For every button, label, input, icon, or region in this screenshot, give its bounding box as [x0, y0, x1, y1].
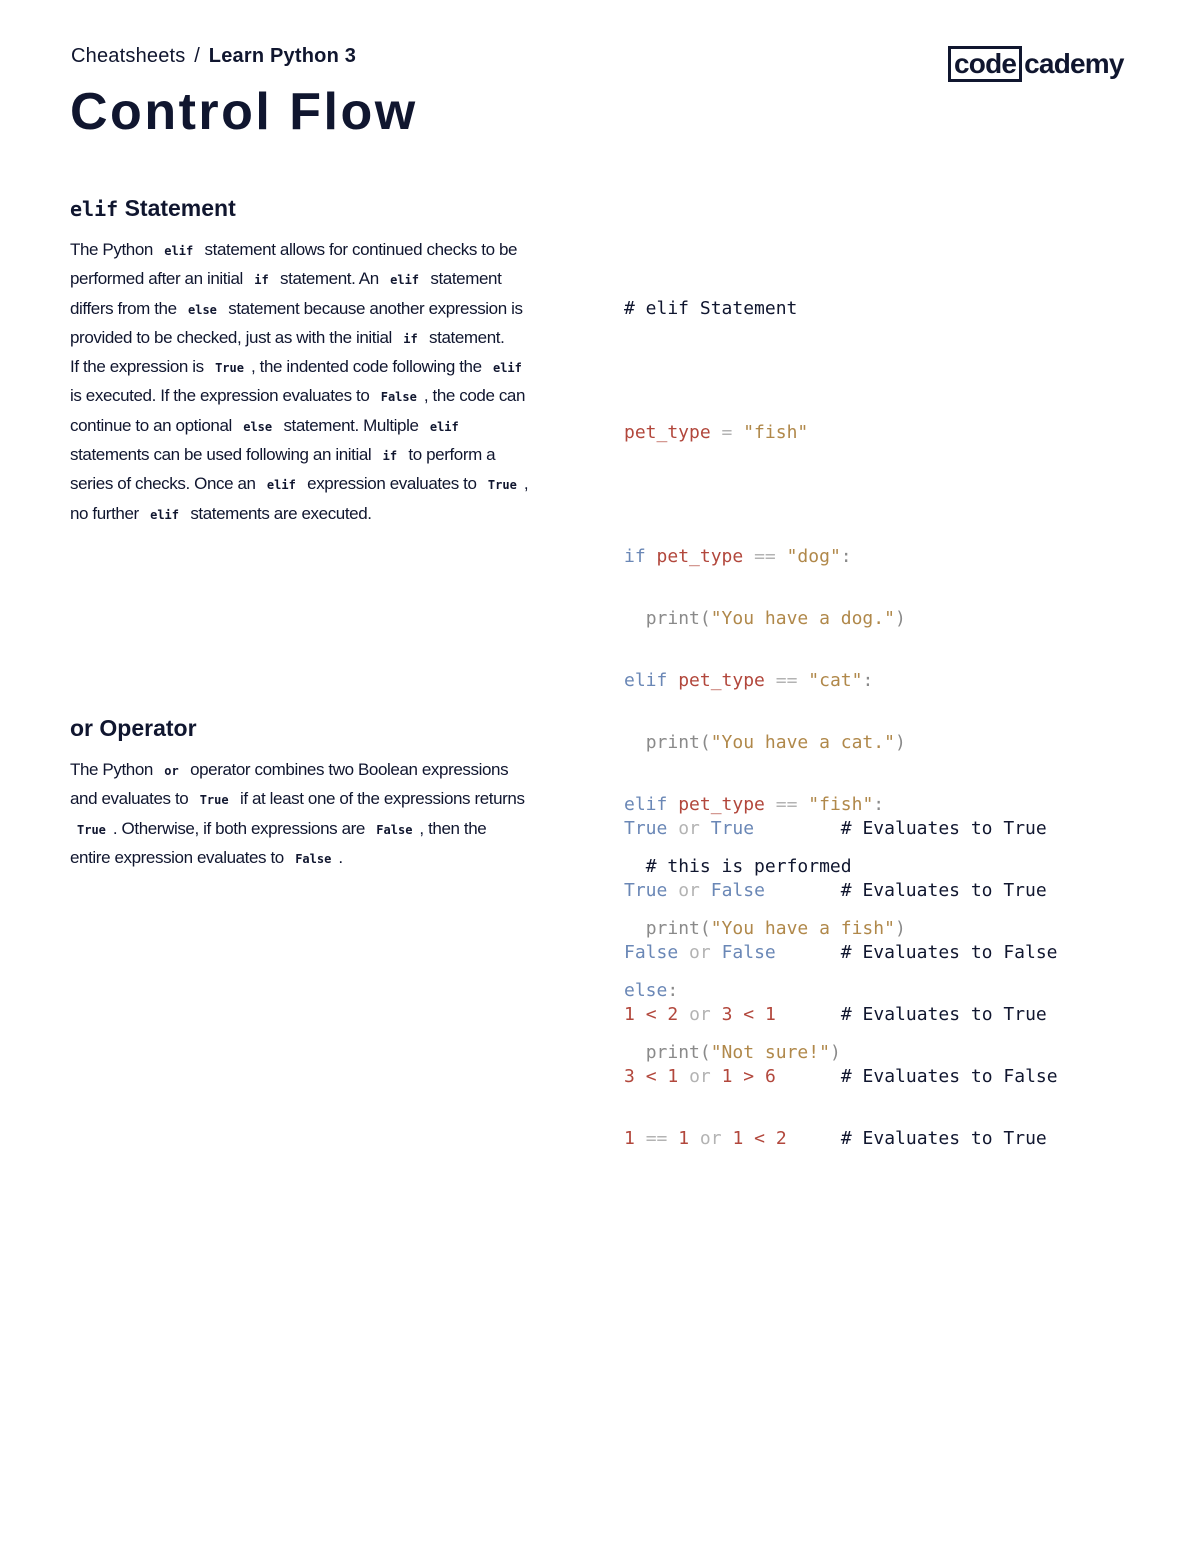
- text: statement. An: [280, 269, 379, 289]
- text: . Otherwise, if both expressions are: [112, 818, 365, 838]
- code-comment: # Evaluates to True: [840, 880, 1047, 901]
- code-kw: or: [678, 880, 700, 901]
- inline-code: False: [380, 390, 417, 405]
- code-comment: # Evaluates to False: [840, 942, 1058, 963]
- code-op: ==: [764, 794, 809, 815]
- code-fn: print: [645, 608, 700, 629]
- code-punc: :: [840, 546, 852, 567]
- code-op: <: [645, 1066, 657, 1087]
- code-bool: True: [624, 880, 668, 901]
- code-var: pet_type: [624, 422, 711, 443]
- code-bool: False: [624, 942, 679, 963]
- code-op: ==: [743, 546, 787, 567]
- code-num: 1: [624, 1128, 635, 1149]
- inline-code: True: [487, 478, 517, 493]
- code-num: 1: [764, 1004, 776, 1025]
- code-str: "You have a cat.": [710, 732, 895, 753]
- text: statements can be used following an initial: [70, 445, 372, 465]
- text: .: [338, 847, 343, 867]
- text: statement allows for continued checks to be performed after an initial: [70, 240, 518, 289]
- inline-code: elif: [266, 478, 296, 493]
- inline-code: True: [77, 822, 106, 837]
- code-num: 1: [667, 1066, 679, 1087]
- text: , no further: [70, 474, 529, 523]
- code-punc: :: [862, 670, 874, 691]
- text: statement differs from the: [70, 269, 502, 318]
- text: to perform a series of checks. Once an: [70, 445, 496, 494]
- inline-code: else: [243, 419, 273, 434]
- code-op: <: [645, 1004, 657, 1025]
- inline-code: if: [403, 331, 418, 346]
- code-punc: ): [829, 1042, 841, 1063]
- code-comment: # Evaluates to True: [840, 1128, 1047, 1149]
- code-punc: ): [894, 608, 906, 629]
- code-punc: (: [699, 608, 711, 629]
- code-kw: else: [624, 980, 668, 1001]
- code-punc: (: [699, 918, 711, 939]
- inline-code: elif: [150, 507, 179, 522]
- logo-rest-text: cademy: [1024, 48, 1124, 79]
- code-fn: print: [645, 918, 700, 939]
- code-fn: print: [645, 1042, 700, 1063]
- code-var: pet_type: [656, 546, 744, 567]
- code-comment: # Evaluates to False: [840, 1066, 1058, 1087]
- code-comment: # this is performed: [645, 856, 852, 877]
- code-str: "Not sure!": [710, 1042, 830, 1063]
- code-str: "fish": [743, 422, 809, 443]
- text: statement because another expression is provided to be checked, just as with the initial: [70, 298, 523, 347]
- code-bool: False: [710, 880, 765, 901]
- text: statement. Multiple: [283, 415, 419, 435]
- text: , then the entire expression evaluates to: [70, 818, 487, 867]
- code-num: 2: [775, 1128, 787, 1149]
- code-var: pet_type: [678, 670, 765, 691]
- breadcrumb-link-course[interactable]: Learn Python 3: [208, 45, 357, 67]
- inline-code: or: [164, 764, 179, 778]
- inline-code: if: [254, 273, 269, 288]
- code-comment: # Evaluates to True: [840, 818, 1047, 839]
- code-kw: or: [678, 818, 700, 839]
- text: operator combines two Boolean expressions and evaluates to: [70, 760, 509, 809]
- code-op: ==: [764, 670, 809, 691]
- text: The Python: [70, 240, 153, 259]
- code-comment: # elif Statement: [624, 298, 798, 319]
- code-num: 2: [667, 1004, 679, 1025]
- code-punc: (: [699, 1042, 711, 1063]
- code-bool: False: [721, 942, 776, 963]
- inline-code: False: [295, 851, 332, 866]
- codecademy-logo[interactable]: [948, 46, 1124, 82]
- code-kw: elif: [624, 794, 668, 815]
- code-num: 1: [678, 1128, 690, 1149]
- inline-code: elif: [492, 361, 522, 376]
- inline-code: elif: [390, 273, 420, 288]
- code-kw: or: [689, 1004, 711, 1025]
- code-str: "You have a dog.": [710, 608, 895, 629]
- inline-code: if: [382, 449, 398, 464]
- inline-code: elif: [429, 419, 459, 434]
- inline-code: elif: [164, 244, 194, 258]
- code-punc: ): [894, 732, 906, 753]
- text: is executed. If the expression evaluates to: [70, 386, 370, 406]
- code-num: 1: [624, 1004, 635, 1025]
- text: If the expression is: [70, 357, 204, 377]
- code-punc: :: [667, 980, 679, 1001]
- code-op: <: [743, 1004, 755, 1025]
- or-code-block: [624, 782, 1058, 1185]
- or-paragraph: [70, 756, 530, 873]
- text: , the indented code following the: [250, 357, 482, 377]
- elif-paragraph-2: [70, 353, 530, 529]
- code-op: >: [743, 1066, 755, 1087]
- logo-box-text: code: [948, 46, 1022, 82]
- breadcrumb-separator: /: [194, 45, 201, 67]
- code-punc: ): [894, 918, 906, 939]
- text: expression evaluates to: [307, 474, 477, 494]
- code-fn: print: [645, 732, 700, 753]
- code-comment: # Evaluates to True: [840, 1004, 1047, 1025]
- inline-code: else: [188, 302, 217, 317]
- code-num: 1: [721, 1066, 733, 1087]
- inline-code: True: [215, 361, 244, 376]
- code-num: 3: [721, 1004, 733, 1025]
- or-description: [70, 756, 530, 873]
- inline-code: True: [199, 793, 229, 808]
- text: statements are executed.: [190, 503, 372, 523]
- code-str: "dog": [786, 546, 841, 567]
- code-str: "fish": [808, 794, 874, 815]
- code-kw: or: [699, 1128, 722, 1149]
- text: statement.: [429, 327, 505, 347]
- code-str: "cat": [808, 670, 863, 691]
- code-punc: (: [699, 732, 711, 753]
- code-kw: elif: [624, 670, 668, 691]
- code-op: <: [754, 1128, 765, 1149]
- code-op: ==: [645, 1128, 668, 1149]
- elif-description: [70, 236, 530, 529]
- code-kw: if: [624, 546, 646, 567]
- code-num: 3: [624, 1066, 635, 1087]
- code-bool: True: [710, 818, 755, 839]
- text: The Python: [70, 760, 153, 779]
- breadcrumb: [71, 45, 356, 68]
- code-kw: or: [689, 942, 711, 963]
- or-section-heading: or Operator: [70, 715, 197, 741]
- code-op: =: [710, 422, 744, 443]
- text: if at least one of the expressions returns: [239, 789, 525, 809]
- elif-heading-text: Statement: [124, 195, 236, 221]
- code-str: "You have a fish": [710, 918, 895, 939]
- elif-section-heading: [70, 195, 236, 222]
- code-kw: or: [689, 1066, 711, 1087]
- page-title: Control Flow: [70, 83, 418, 141]
- code-num: 6: [764, 1066, 776, 1087]
- code-punc: :: [873, 794, 885, 815]
- code-num: 1: [732, 1128, 744, 1149]
- inline-code: False: [376, 822, 413, 837]
- code-var: pet_type: [678, 794, 765, 815]
- elif-heading-code: elif: [70, 197, 119, 221]
- elif-paragraph-1: [70, 236, 530, 353]
- breadcrumb-link-cheatsheets[interactable]: Cheatsheets: [71, 45, 186, 67]
- code-bool: True: [624, 818, 668, 839]
- text: , the code can continue to an optional: [70, 386, 526, 435]
